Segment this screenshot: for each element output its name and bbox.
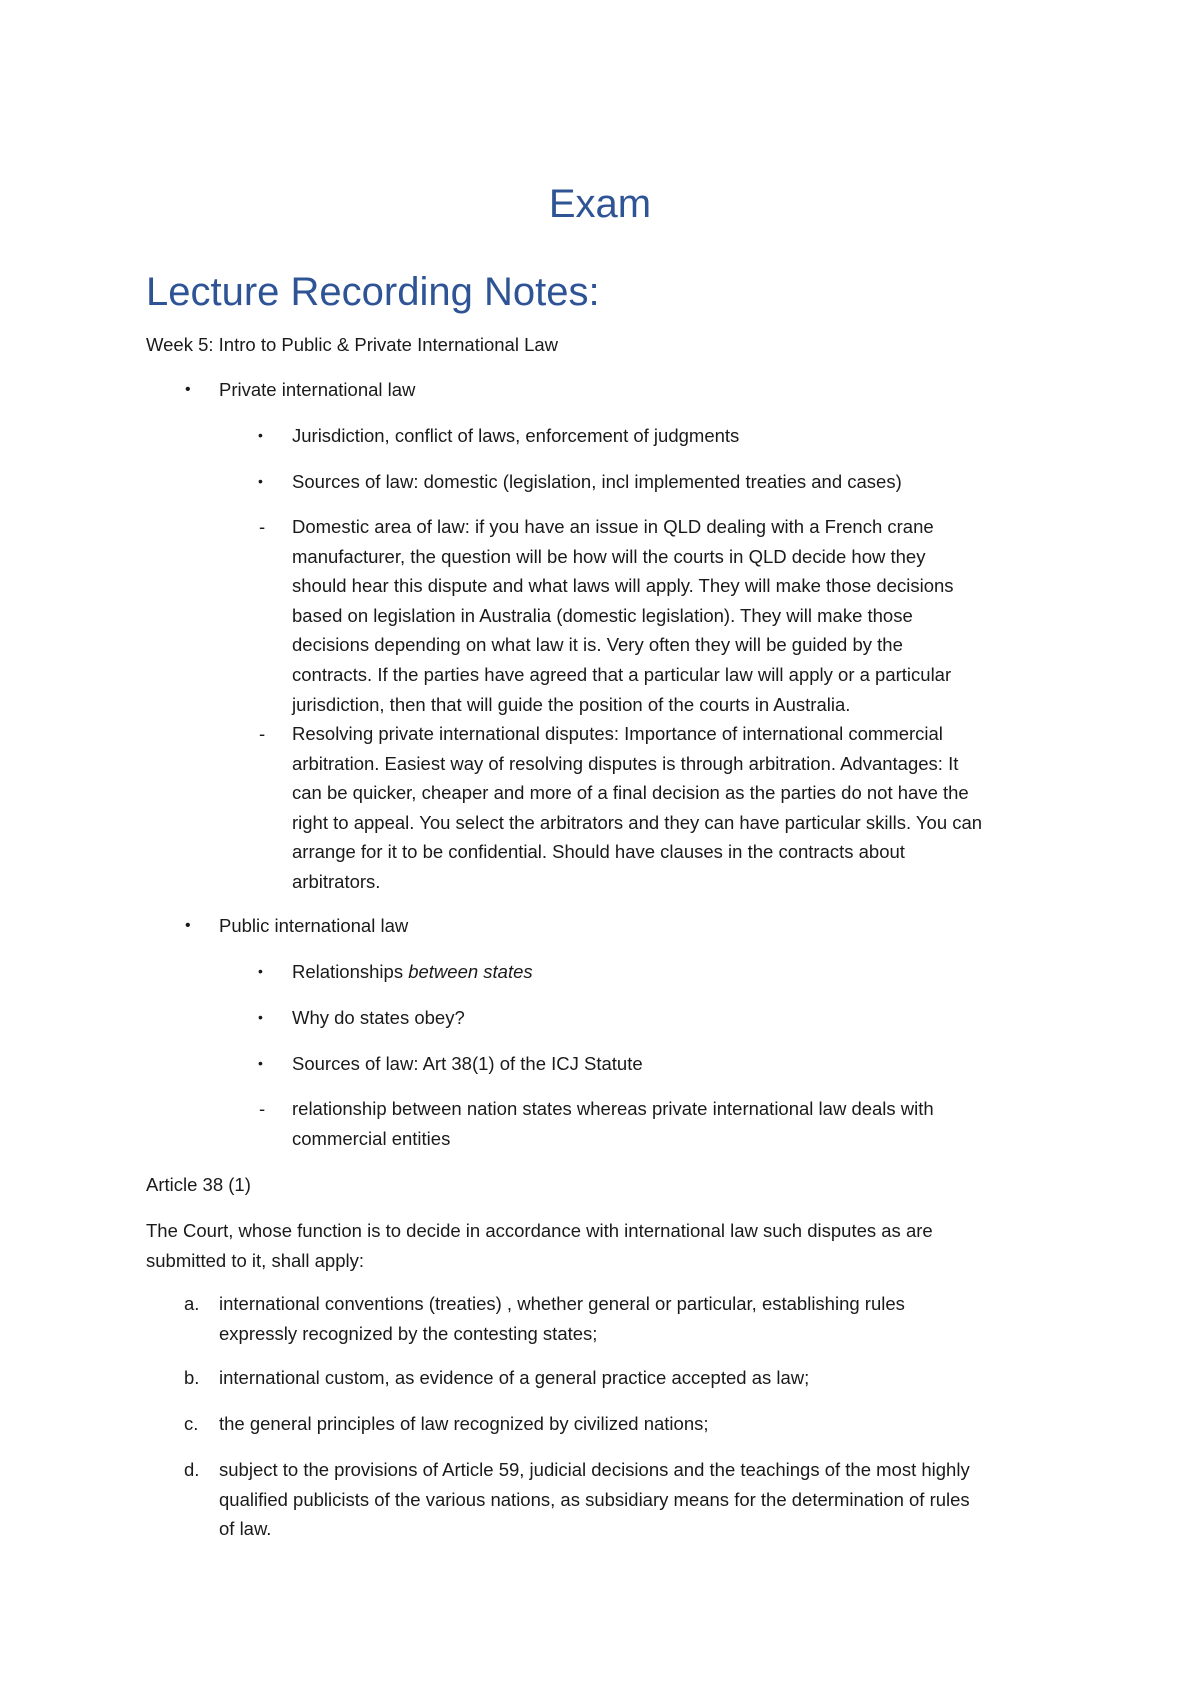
private-law-label: Private international law	[219, 379, 416, 400]
week-heading: Week 5: Intro to Public & Private International Law	[146, 334, 559, 355]
text-line: international custom, as evidence of a general practice accepted as law;	[219, 1367, 810, 1388]
bullet-icon: •	[258, 427, 263, 443]
text-line: relationship between nation states whereas private international law deals with	[292, 1098, 934, 1119]
document-title: Exam	[548, 182, 652, 226]
list-item: Sources of law: domestic (legislation, incl implemented treaties and cases)	[292, 471, 902, 492]
dash-marker: -	[259, 723, 266, 744]
text-line: right to appeal. You select the arbitrators and they can have particular skills. You can	[292, 811, 983, 833]
list-letter: c.	[184, 1413, 199, 1434]
text-line: contracts. If the parties have agreed that a particular law will apply or a particular	[292, 663, 952, 685]
text-line: submitted to it, shall apply:	[146, 1249, 364, 1271]
text-line: subject to the provisions of Article 59, judicial decisions and the teachings of the most highly	[219, 1459, 970, 1480]
text-line: arbitration. Easiest way of resolving disputes is through arbitration. Advantages: It	[292, 752, 959, 774]
text-line: Resolving private international disputes: Importance of international commercial	[292, 723, 943, 744]
dash-marker: -	[259, 516, 266, 537]
text-line: based on legislation in Australia (domestic legislation). They will make those	[292, 604, 913, 626]
list-letter: a.	[184, 1293, 200, 1314]
text-line: arrange for it to be confidential. Should have clauses in the contracts about	[292, 841, 905, 863]
text-segment: Relationships	[292, 961, 409, 982]
text-line: The Court, whose function is to decide in accordance with international law such disputes as are	[146, 1220, 933, 1241]
article-item	[219, 1409, 1069, 1439]
bullet-icon: •	[258, 1055, 263, 1071]
bullet-icon: •	[185, 917, 191, 934]
text-line: arbitrators.	[292, 870, 381, 892]
list-item: Jurisdiction, conflict of laws, enforcement of judgments	[292, 425, 740, 446]
text-line: commercial entities	[292, 1127, 451, 1149]
list-item: Why do states obey?	[292, 1007, 465, 1028]
article-intro	[146, 1216, 1066, 1275]
bullet-icon: •	[258, 473, 263, 489]
text-line: the general principles of law recognized by civilized nations;	[219, 1413, 709, 1434]
bullet-icon: •	[258, 1009, 263, 1025]
text-line: can be quicker, cheaper and more of a final decision as the parties do not have the	[292, 782, 969, 804]
article-item	[219, 1363, 1069, 1393]
italic-text: between states	[408, 961, 533, 982]
text-line: expressly recognized by the contesting states;	[219, 1322, 598, 1344]
article-item	[219, 1289, 1069, 1348]
list-letter: b.	[184, 1367, 200, 1388]
text-line: of law.	[219, 1518, 272, 1540]
bullet-icon: •	[185, 381, 191, 398]
public-law-label: Public international law	[219, 915, 409, 936]
bullet-icon: •	[258, 963, 263, 979]
list-letter: d.	[184, 1459, 200, 1480]
domestic-area-paragraph	[292, 512, 1072, 719]
text-line: should hear this dispute and what laws will apply. They will make those decisions	[292, 575, 954, 597]
section-heading: Lecture Recording Notes:	[146, 270, 600, 314]
text-line: decisions depending on what law it is. Very often they will be guided by the	[292, 634, 903, 656]
article-item	[219, 1455, 1069, 1544]
resolving-disputes-paragraph	[292, 719, 1072, 897]
text-line: manufacturer, the question will be how will the courts in QLD decide how they	[292, 545, 926, 567]
text-line: international conventions (treaties) , whether general or particular, establishing rules	[219, 1293, 905, 1314]
text-line: Domestic area of law: if you have an issue in QLD dealing with a French crane	[292, 516, 934, 537]
public-law-paragraph	[292, 1094, 1072, 1153]
dash-marker: -	[259, 1098, 266, 1119]
article-heading: Article 38 (1)	[146, 1174, 251, 1195]
list-item	[292, 957, 1072, 987]
text-line: jurisdiction, then that will guide the position of the courts in Australia.	[292, 693, 851, 715]
list-item: Sources of law: Art 38(1) of the ICJ Statute	[292, 1053, 643, 1074]
text-line: qualified publicists of the various nations, as subsidiary means for the determination of rules	[219, 1488, 970, 1510]
